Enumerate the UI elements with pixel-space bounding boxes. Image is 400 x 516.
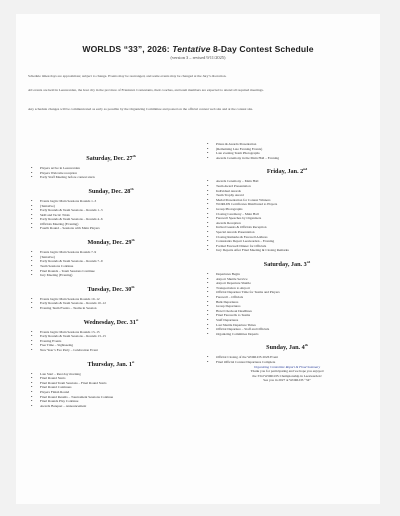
schedule-item: • Free Time – Sightseeing [26, 343, 196, 348]
day-heading: Sunday, Jan. 4th [266, 343, 308, 352]
schedule-item: • Team Sessions Continue [26, 264, 196, 269]
day-heading: Sunday, Dec. 28th [88, 186, 134, 195]
schedule-item: • Early Rounds & Team Sessions – Rounds 7–9 [26, 259, 196, 264]
schedule-item: • Evening Events [26, 339, 196, 344]
schedule-item: • Players arrive in Leeuwarden [26, 166, 196, 171]
schedule-item: • Final Official Contest Departures Complete [202, 360, 372, 365]
schedule-item: • Farewell – Officials [202, 295, 372, 300]
schedule-item: • (Tentative) [26, 204, 196, 209]
schedule-item: • Official Departure – Staff and Officials [202, 327, 372, 332]
intro-paragraph-1: Schedule times/days are approximate; subject to change. Events may be rearranged, and some events may be changed at the Jury’s discretion. [28, 74, 227, 78]
schedule-item: • Bulk Departures [202, 300, 372, 305]
schedule-item: • Special Awards Presentation [202, 230, 372, 235]
schedule-item: • Awards Ceremony – Main Hall [202, 179, 372, 184]
schedule-item: • Official Departure Time for Teams and Players [202, 290, 372, 295]
schedule-item: • Individual Awards [202, 189, 372, 194]
schedule-item: • Farewell Speeches by Organizers [202, 216, 372, 221]
day-heading: Friday, Jan. 2nd [266, 167, 308, 176]
title-suffix: 8-Day Contest Schedule [210, 44, 314, 54]
intro-paragraph-2: All events are held in Leeuwarden, the host city in the province of Friesland. Contestants, their coaches, and team members are expected to attend all required meetings. [28, 88, 264, 92]
day-items [202, 179, 372, 253]
schedule-item: • Formal Farewell Dinner for Officials [202, 244, 372, 249]
intro-paragraph-3: Any schedule changes will be communicated as early as possible by the Organizing Committee and posted on the official contest web site and at the contest site. [28, 107, 254, 111]
day-items [202, 272, 372, 336]
day-items [26, 166, 196, 180]
day-items [26, 297, 196, 311]
schedule-item: • Early Rounds & Team Sessions – Rounds 1–3 [26, 208, 196, 213]
schedule-item: • Early Staff Meeting before contest starts [26, 175, 196, 180]
schedule-item: • Contestants Depart Leeuwarden – Evening [202, 239, 372, 244]
schedule-item: • Airport Departure Shuttle [202, 281, 372, 286]
schedule-item: • Final Round Results – Tournament Sessions Continue [26, 395, 196, 400]
day-items [26, 330, 196, 353]
schedule-item: • Events begin: Main Sessions Rounds 13–15 [26, 330, 196, 335]
schedule-item: • Late Start – Rest day morning [26, 372, 196, 377]
document-title [16, 44, 380, 54]
day-items [26, 372, 196, 409]
document-subtitle: (version 3 – revised 9/11/2025) [170, 55, 226, 60]
day-heading: Saturday, Dec. 27th [86, 154, 136, 163]
schedule-item: • (Remaining Late Evening Events) [202, 147, 372, 152]
day-items [26, 199, 196, 231]
schedule-item: • Early Rounds & Team Sessions – Rounds 10–12 [26, 301, 196, 306]
schedule-item: • Medal Presentation for Contest Winners [202, 198, 372, 203]
schedule-item: • Staff Departures [202, 318, 372, 323]
schedule-item: • Final Rounds Play Continue [26, 399, 196, 404]
title-italic: Tentative [172, 44, 211, 54]
schedule-item: • Awards Ceremony in the Main Hall – Evening [202, 156, 372, 161]
title-prefix: WORLDS “33”, 2026: [82, 44, 173, 54]
schedule-item: • Last Shuttle Departure Times [202, 323, 372, 328]
schedule-item: • Organizing Committee Departs [202, 332, 372, 337]
closing-line: See you in 2027 at WORLDS “34” [263, 378, 311, 383]
schedule-item: • Awards Banquet – Announcement [26, 404, 196, 409]
day-heading: Tuesday, Dec. 30th [87, 284, 135, 293]
closing-line: Thank you for participating and we hope you enjoyed [250, 369, 324, 374]
schedule-item: • Airport Shuttle Service [202, 277, 372, 282]
schedule-item: • Events begin: Main Sessions Rounds 1–3 [26, 199, 196, 204]
schedule-item: • (Tentative) [26, 255, 196, 260]
schedule-item: • Early Rounds & Team Sessions – Rounds 13–15 [26, 334, 196, 339]
schedule-item: • Events begin: Main Sessions Rounds 10–12 [26, 297, 196, 302]
schedule-item: • Events begin: Main Sessions Rounds 7–9 [26, 250, 196, 255]
schedule-item: • Players Finish Round [26, 390, 196, 395]
schedule-item: • Final Round Continues [26, 385, 196, 390]
schedule-item: • Departures Begin [202, 272, 372, 277]
day-heading: Wednesday, Dec. 31st [83, 317, 139, 326]
schedule-item: • New Year’s Eve Party – Celebration Event [26, 348, 196, 353]
schedule-item: • Invited Guests & Officials Reception [202, 225, 372, 230]
closing-line: the 33rd WORLDS Championship in Leeuwarden! [252, 373, 322, 378]
schedule-item: • Evening Team Events – Teams in Session [26, 306, 196, 311]
schedule-item: • Jury Departs After Final Meeting & Closing Remarks [202, 248, 372, 253]
day-items [202, 142, 372, 160]
sun2-note: Organizing Committee Report & Final Summary [253, 364, 321, 369]
document-page [16, 14, 380, 504]
schedule-item: • Awards Reception [202, 221, 372, 226]
schedule-item: • Final Round Team Sessions – Final Round Starts [26, 381, 196, 386]
day-heading: Saturday, Jan. 3rd [263, 259, 311, 268]
schedule-item: • Group Photographs [202, 207, 372, 212]
schedule-item: • Group Departures [202, 304, 372, 309]
day-items [26, 250, 196, 278]
schedule-item: • Transportation to Airport [202, 286, 372, 291]
schedule-left-column [26, 147, 196, 408]
schedule-item: • Team Award Presentation [202, 184, 372, 189]
schedule-item: • Official Closing of the WORLDS 2026 Event [202, 355, 372, 360]
schedule-item: • WORLDS Certificates Distributed to Players [202, 202, 372, 207]
schedule-item: • Fourth Round – Sessions with Main Players [26, 226, 196, 231]
schedule-item: • Team Trophy Award [202, 193, 372, 198]
schedule-item: • Final Round Starts [26, 376, 196, 381]
schedule-item: • Early Rounds & Team Sessions – Rounds 4–6 [26, 217, 196, 222]
schedule-item: • Skill and Tactic Trials [26, 213, 196, 218]
schedule-item: • Officials Meeting (Evening) [26, 222, 196, 227]
schedule-item: • Final Rounds – Team Sessions Continue [26, 269, 196, 274]
schedule-item: • Hotel Checkout Deadlines [202, 309, 372, 314]
schedule-item: • Closing Remarks & Farewell Address [202, 235, 372, 240]
day-items [202, 355, 372, 364]
schedule-item: • Players Welcome reception [26, 171, 196, 176]
schedule-right-column [202, 142, 372, 383]
schedule-item: • Late evening Team Photographs [202, 151, 372, 156]
day-heading: Thursday, Jan. 1st [87, 359, 135, 368]
schedule-item: • Closing Ceremony – Main Hall [202, 212, 372, 217]
schedule-item: • Prizes & Awards Presentation [202, 142, 372, 147]
schedule-item: • Jury Meeting (Evening) [26, 273, 196, 278]
day-heading: Monday, Dec. 29th [87, 238, 135, 247]
schedule-item: • Final Farewells to Teams [202, 313, 372, 318]
